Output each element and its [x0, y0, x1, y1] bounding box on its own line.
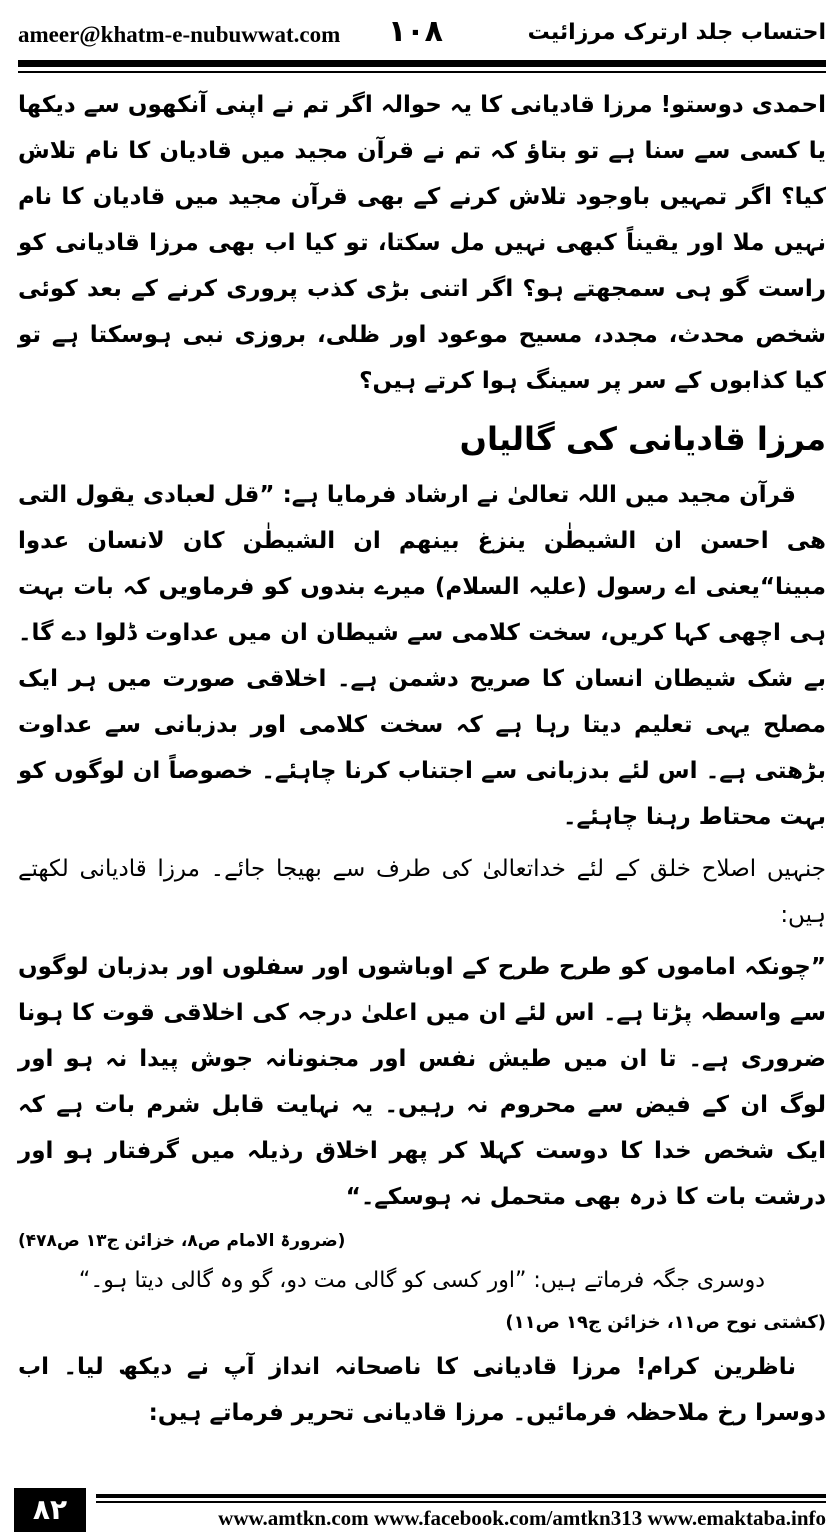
paragraph-6: ناظرین کرام! مرزا قادیانی کا ناصحانہ انداز آپ نے دیکھ لیا۔ اب دوسرا رخ ملاحظہ فرمائیں۔ مرزا قادیانی تحریر فرماتے ہیں: — [18, 1354, 826, 1426]
header-rule-thin — [18, 71, 826, 73]
footer-rule-thin — [96, 1501, 826, 1503]
page-body — [18, 82, 826, 1442]
paragraph-4-quote: ”چونکہ اماموں کو طرح طرح کے اوباشوں اور سفلوں اور بدزبان لوگوں سے واسطہ پڑتا ہے۔ اس لئے ان میں اعلیٰ درجہ کی اخلاقی قوت کا ہونا ضروری ہے۔ تا ان میں طیش نفس اور مجنونانہ جوش پیدا نہ ہو اور لوگ ان کے فیض سے محروم نہ رہیں۔ یہ نہایت قابل شرم بات ہے کہ ایک شخص خدا کا دوست کہلا کر پھر اخلاق رذیلہ میں گرفتار ہو اور درشت بات کا ذرہ بھی متحمل نہ ہوسکے۔“ — [18, 954, 826, 1210]
page-header — [18, 14, 826, 54]
paragraph-2 — [18, 472, 826, 840]
paragraph-1: احمدی دوستو! مرزا قادیانی کا یہ حوالہ اگر تم نے اپنی آنکھوں سے دیکھا یا کسی سے سنا ہے تو بتاؤ کہ تم نے قرآن مجید میں قادیان کا نام تلاش کیا؟ اگر تمہیں باوجود تلاش کرنے کے بھی قرآن مجید میں قادیان کا نام نہیں ملا اور یقیناً کبھی نہیں مل سکتا، تو کیا اب بھی مرزا قادیانی کو راست گو ہی سمجھتے ہو؟ اگر اتنی بڑی کذب پروری کرنے کے بعد کوئی شخص محدث، مجدد، مسیح موعود اور ظلی، بروزی نبی ہوسکتا ہے تو کیا کذابوں کے سر پر سینگ ہوا کرتے ہیں؟ — [18, 92, 826, 394]
quran-ayah: قل لعبادی یقول التی ھی احسن ان الشیطٰن ینزغ بینھم ان الشیطٰن کان لانسان عدوا مبینا — [18, 482, 826, 600]
reference-1: (ضرورۃ الامام ص۸، خزائن ج۱۳ ص۴۷۸) — [18, 1231, 346, 1251]
paragraph-3: جنہیں اصلاح خلق کے لئے خداتعالیٰ کی طرف سے بھیجا جائے۔ مرزا قادیانی لکھتے ہیں: — [18, 856, 826, 928]
footer-links: www.amtkn.com www.facebook.com/amtkn313 www.emaktaba.info — [218, 1506, 826, 1530]
paragraph-5: دوسری جگہ فرماتے ہیں: ”اور کسی کو گالی مت دو، گو وہ گالی دیتا ہو۔“ — [78, 1268, 766, 1293]
paragraph-2-rest: “یعنی اے رسول (علیہ السلام) میرے بندوں کو فرماویں کہ بات بہت ہی اچھی کہا کریں، سخت کلامی سے شیطان ان میں عداوت ڈلوا دے گا۔ بے شک شیطان انسان کا صریح دشمن ہے۔ اخلاقی صورت میں ہر ایک مصلح یہی تعلیم دیتا رہا ہے کہ سخت کلامی اور بدزبانی سے عداوت بڑھتی ہے۔ اس لئے بدزبانی سے اجتناب کرنا چاہئے۔ خصوصاً ان لوگوں کو بہت محتاط رہنا چاہئے۔ — [18, 574, 826, 830]
page-footer — [0, 1480, 840, 1540]
header-email: ameer@khatm-e-nubuwwat.com — [18, 22, 341, 47]
reference-2: (کشتی نوح ص۱۱، خزائن ج۱۹ ص۱۱) — [505, 1312, 826, 1333]
footer-page-number: ۸۲ — [14, 1488, 86, 1532]
footer-rule-thick — [96, 1494, 826, 1498]
header-book-title: احتساب جلد ارترک مرزائیت — [527, 20, 826, 45]
header-page-number: ۱۰۸ — [388, 14, 443, 49]
header-rule-thick — [18, 60, 826, 67]
paragraph-2-intro: قرآن مجید میں اللہ تعالیٰ نے ارشاد فرمایا ہے: ” — [259, 482, 796, 508]
section-heading: مرزا قادیانی کی گالیاں — [459, 420, 826, 458]
